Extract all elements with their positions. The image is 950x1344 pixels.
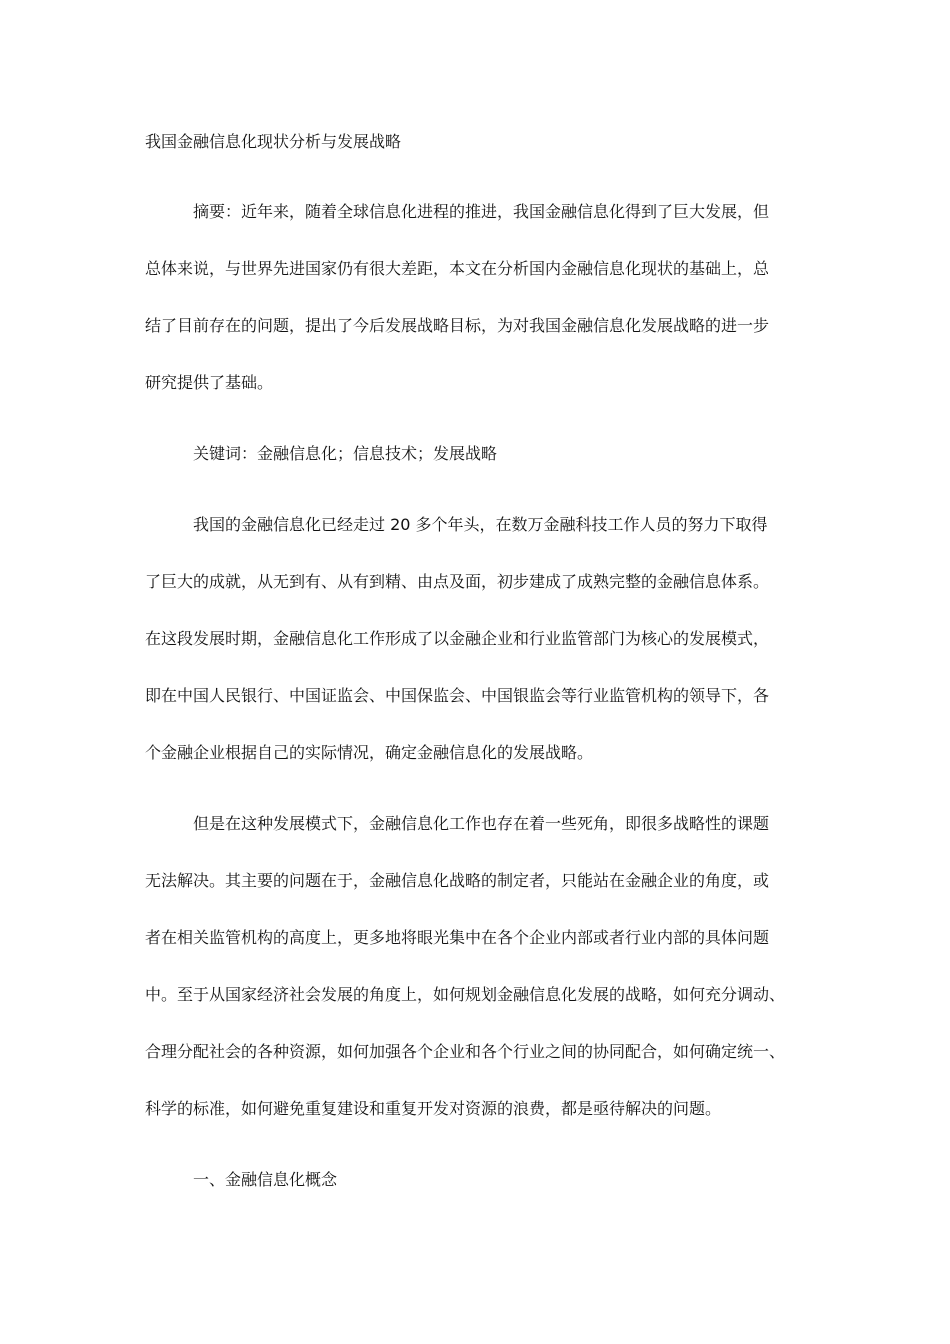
- paragraph-line: 我国的金融信息化已经走过 20 多个年头，在数万金融科技工作人员的努力下取得: [193, 515, 768, 534]
- abstract-line: 研究提供了基础。: [145, 373, 274, 392]
- paragraph-line: 科学的标准，如何避免重复建设和重复开发对资源的浪费，都是亟待解决的问题。: [145, 1099, 722, 1118]
- paragraph-line: 无法解决。其主要的问题在于，金融信息化战略的制定者，只能站在金融企业的角度，或: [145, 871, 770, 890]
- paragraph-line: 但是在这种发展模式下，金融信息化工作也存在着一些死角，即很多战略性的课题: [193, 814, 770, 833]
- document-title: 我国金融信息化现状分析与发展战略: [145, 132, 402, 151]
- paragraph-line: 个金融企业根据自己的实际情况，确定金融信息化的发展战略。: [145, 743, 594, 762]
- keywords-line: 关键词：金融信息化；信息技术；发展战略: [193, 444, 498, 463]
- abstract-line: 总体来说，与世界先进国家仍有很大差距，本文在分析国内金融信息化现状的基础上，总: [145, 259, 770, 278]
- section-heading: 一、金融信息化概念: [193, 1170, 338, 1189]
- paragraph-line: 即在中国人民银行、中国证监会、中国保监会、中国银监会等行业监管机构的领导下，各: [145, 686, 770, 705]
- paragraph-line: 了巨大的成就，从无到有、从有到精、由点及面，初步建成了成熟完整的金融信息体系。: [145, 572, 770, 591]
- abstract-line: 结了目前存在的问题，提出了今后发展战略目标，为对我国金融信息化发展战略的进一步: [145, 316, 770, 335]
- abstract-line: 摘要：近年来，随着全球信息化进程的推进，我国金融信息化得到了巨大发展，但: [193, 202, 770, 221]
- paragraph-line: 者在相关监管机构的高度上，更多地将眼光集中在各个企业内部或者行业内部的具体问题: [145, 928, 770, 947]
- paragraph-line: 中。至于从国家经济社会发展的角度上，如何规划金融信息化发展的战略，如何充分调动、: [145, 985, 786, 1004]
- paragraph-line: 在这段发展时期，金融信息化工作形成了以金融企业和行业监管部门为核心的发展模式，: [145, 629, 770, 648]
- paragraph-line: 合理分配社会的各种资源，如何加强各个企业和各个行业之间的协同配合，如何确定统一、: [145, 1042, 786, 1061]
